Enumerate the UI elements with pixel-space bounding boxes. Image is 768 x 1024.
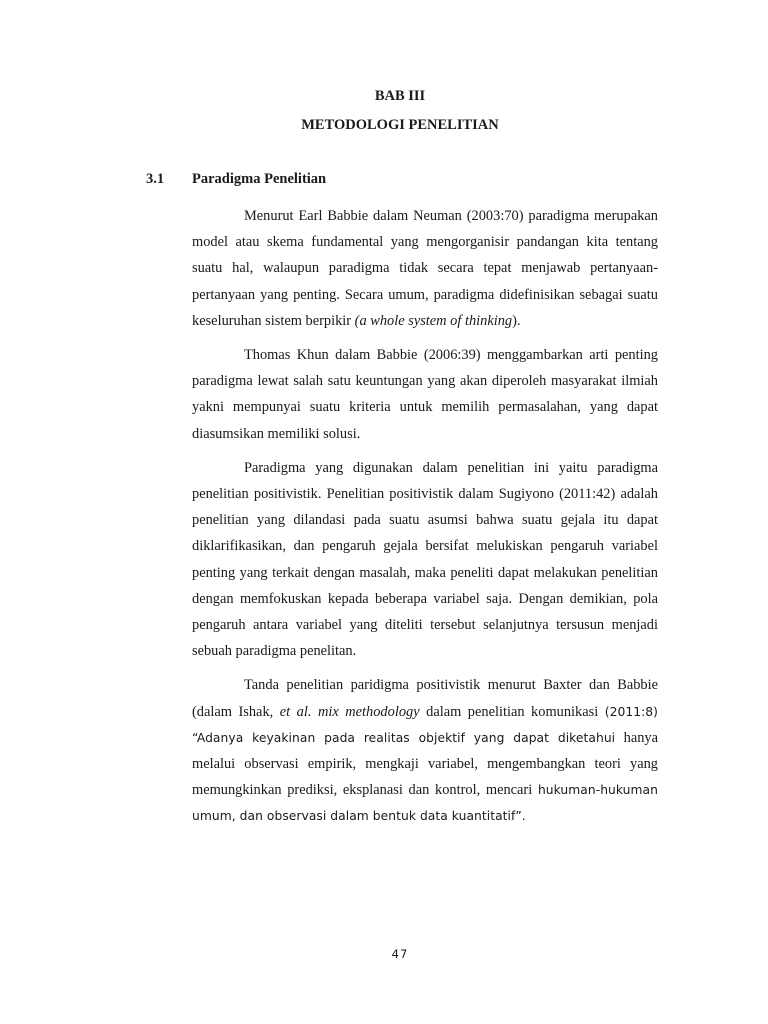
paragraph-4-quote-end: hukuman-hukuman umum, dan observasi dalam bentuk data kuantitatif”. bbox=[192, 783, 658, 824]
paragraph-4-serif: hanya melalui observasi empirik, mengkaji variabel, mengembangkan teori yang memungkinkan prediksi, eksplanasi dan kontrol, mencari bbox=[192, 729, 658, 799]
paragraph-2: Thomas Khun dalam Babbie (2006:39) menggambarkan arti penting paradigma lewat salah satu keuntungan yang akan diperoleh masyarakat ilmiah yakni mempunyai suatu kriteria untuk memilih permasalahan, yang dapat diasumsikan memiliki solusi. bbox=[192, 347, 658, 442]
section-title: Paradigma Penelitian bbox=[192, 171, 327, 187]
paragraph-4-mid: dalam penelitian komunikasi bbox=[419, 703, 605, 720]
paragraph-4 bbox=[192, 672, 658, 829]
paragraph-1-italic: (a whole system of thinking bbox=[354, 312, 513, 329]
paragraph-4-italic: et al. mix methodology bbox=[279, 703, 420, 720]
chapter-number: BAB III bbox=[374, 88, 426, 104]
paragraph-1-text: Menurut Earl Babbie dalam Neuman (2003:70) paradigma merupakan model atau skema fundamental yang mengorganisir pandangan kita tentang suatu hal, walaupun paradigma tidak secara tepat menjawab pertanyaan-pertanyaan yang penting. Secara umum, paradigma didefinisikan sebagai suatu keseluruhan sistem berpikir bbox=[192, 208, 658, 329]
paragraph-1 bbox=[192, 203, 658, 334]
paragraph-1-end: ). bbox=[512, 312, 521, 329]
paragraph-4-quote-start: (2011:8) “Adanya keyakinan pada realitas objektif yang dapat diketahui bbox=[192, 704, 658, 745]
paragraph-3: Paradigma yang digunakan dalam penelitian ini yaitu paradigma penelitian positivistik. Penelitian positivistik dalam Sugiyono (2011:42) adalah penelitian yang dilandasi pada suatu asumsi bahwa suatu gejala itu dapat diklarifikasikan, dan pengaruh gejala bersifat melukiskan pengaruh variabel penting yang terkait dengan masalah, maka peneliti dapat melakukan penelitian dengan memfokuskan kepada beberapa variabel saja. Dengan demikian, pola pengaruh antara variabel yang diteliti tersebut selanjutnya tersusun menjadi sebuah paradigma penelitan. bbox=[192, 459, 658, 660]
body-text bbox=[192, 203, 658, 830]
section-heading bbox=[146, 171, 326, 188]
section-number: 3.1 bbox=[146, 171, 165, 187]
page-number: 47 bbox=[391, 947, 409, 961]
chapter-title: METODOLOGI PENELITIAN bbox=[301, 117, 499, 133]
paragraph-4-start: Tanda penelitian paridigma positivistik menurut Baxter dan Babbie (dalam Ishak, bbox=[192, 677, 658, 720]
